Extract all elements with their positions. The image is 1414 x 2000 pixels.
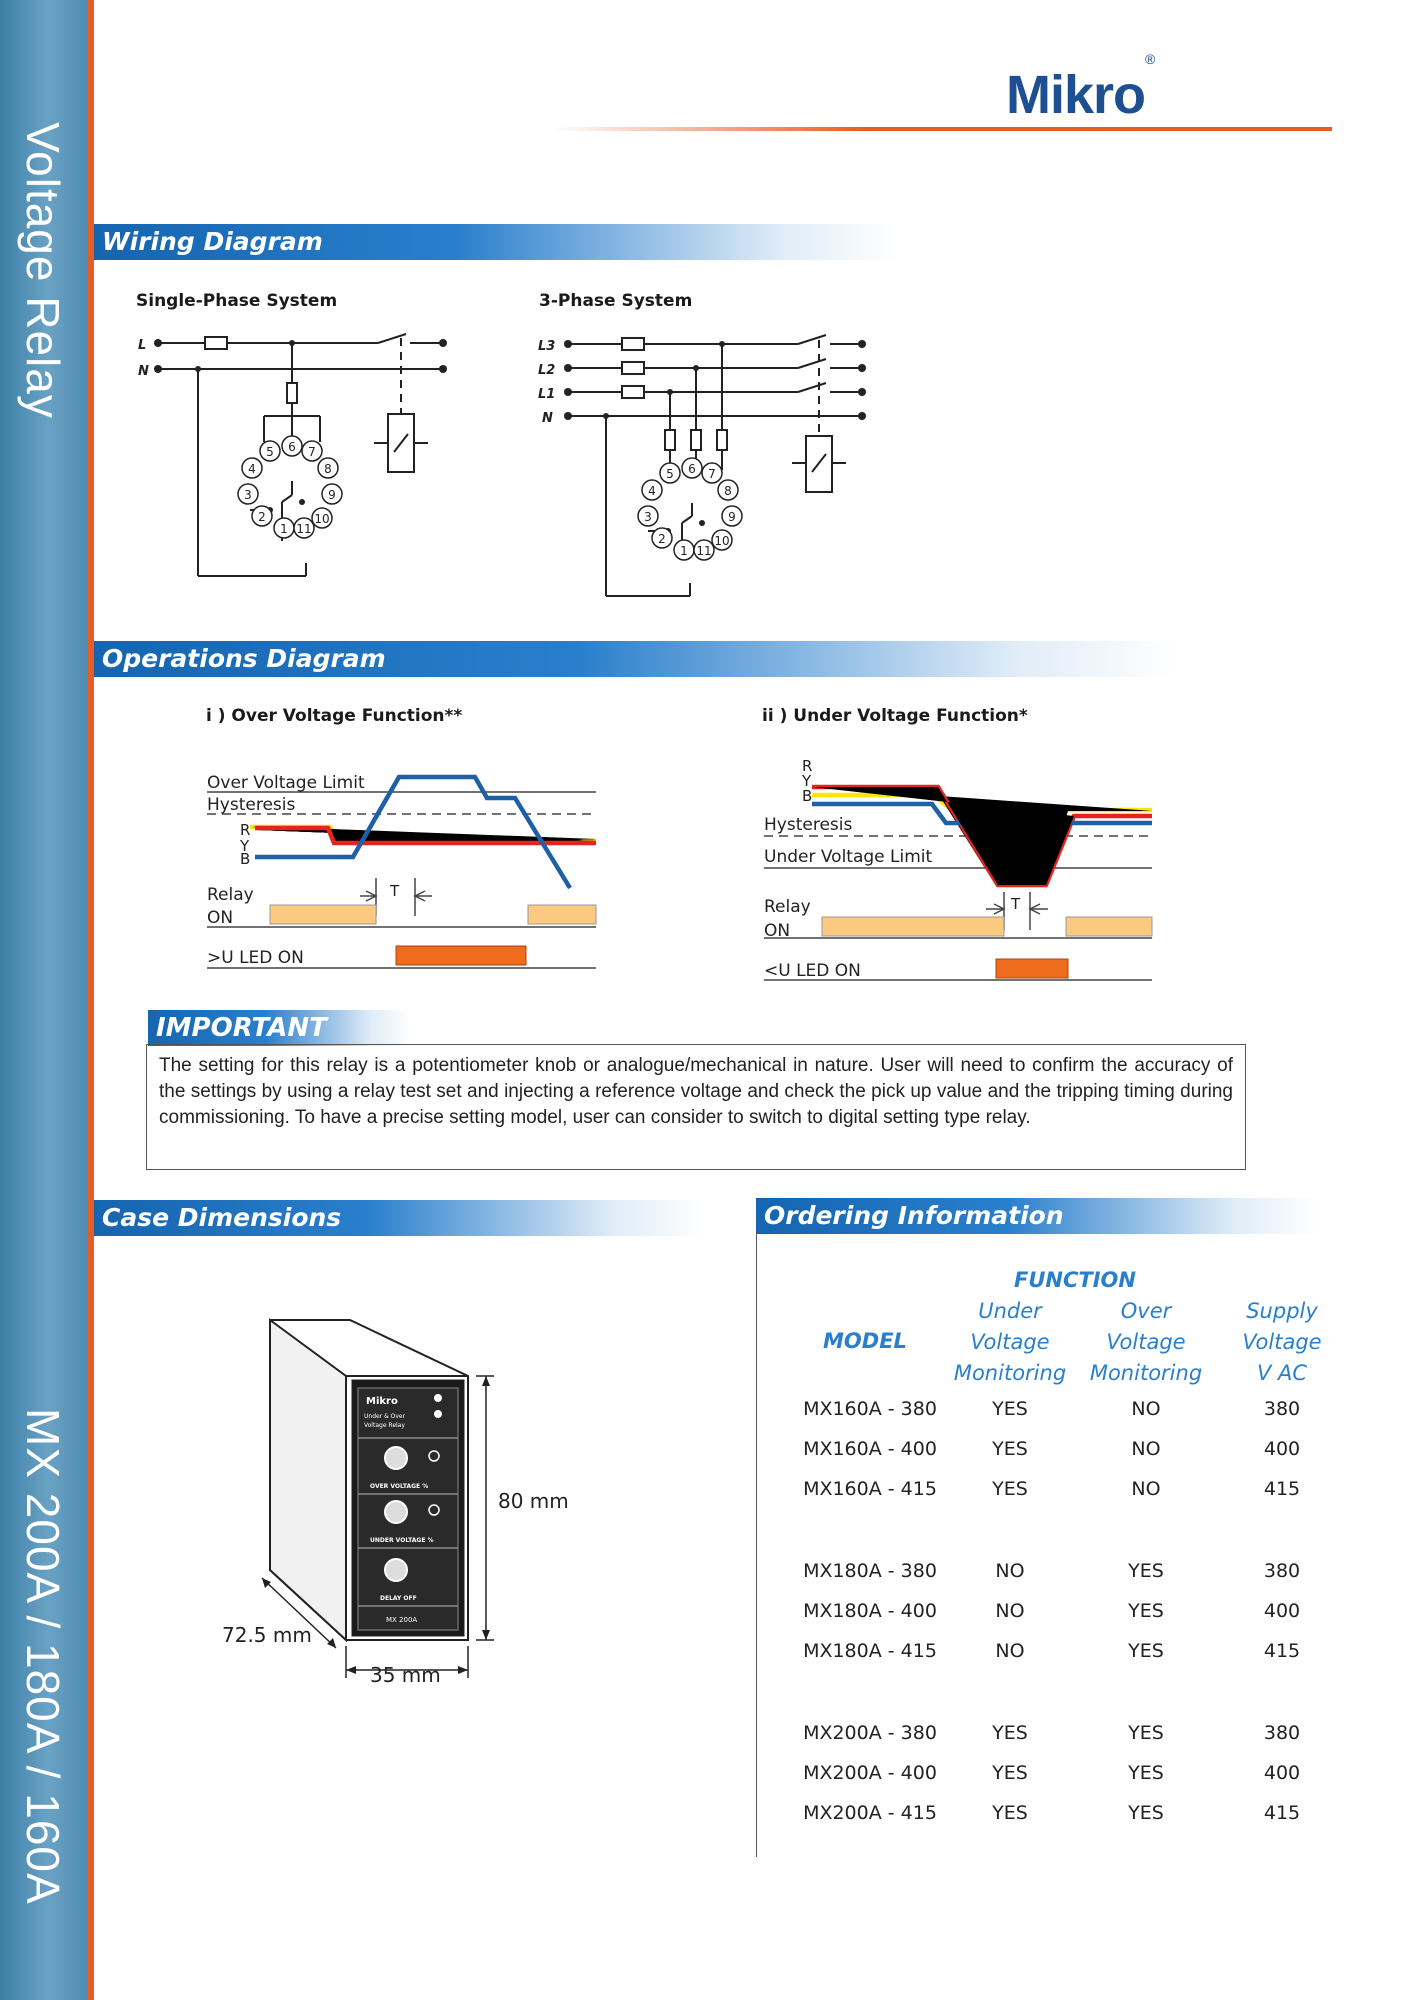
over-on-label: ON [207, 908, 234, 928]
socket-pin-label-3: 3 [644, 510, 652, 524]
ordering-table-divider [756, 1232, 757, 1857]
function-header: FUNCTION [1014, 1268, 1136, 1292]
panel-desc-1: Under & Over [364, 1413, 406, 1420]
under-voltage-cell: YES [992, 1722, 1028, 1744]
supply-voltage-cell: 415 [1263, 1640, 1301, 1662]
over-led-label: >U LED ON [207, 948, 304, 968]
supply-voltage-cell: 400 [1263, 1438, 1301, 1460]
over-relay-label: Relay [207, 885, 254, 905]
socket-pin-label-6: 6 [288, 440, 296, 454]
socket-pin-label-2: 2 [658, 532, 666, 546]
under-voltage-cell: NO [995, 1600, 1025, 1622]
socket-pin-label-1: 1 [680, 544, 688, 558]
model-cell: MX200A - 400 [803, 1762, 937, 1784]
panel-knob-under-label: UNDER VOLTAGE % [370, 1537, 434, 1544]
over-hysteresis-label: Hysteresis [207, 795, 296, 815]
over-voltage-cell: YES [1128, 1640, 1164, 1662]
single-phase-wiring-diagram [130, 320, 460, 590]
over-voltage-cell: NO [1131, 1478, 1161, 1500]
under-voltage-cell: YES [992, 1398, 1028, 1420]
over-t-label: T [390, 882, 400, 900]
supply-voltage-cell: 400 [1263, 1762, 1301, 1784]
model-cell: MX180A - 415 [803, 1640, 937, 1662]
socket-pin-label-4: 4 [248, 462, 256, 476]
registered-mark: ® [1145, 51, 1155, 67]
three-phase-socket [638, 458, 742, 560]
under-voltage-timing-diagram [756, 752, 1166, 992]
panel-knob-delay-label: DELAY OFF [380, 1595, 417, 1602]
over-voltage-cell: YES [1128, 1600, 1164, 1622]
model-cell: MX160A - 380 [803, 1398, 937, 1420]
under-voltage-cell: YES [992, 1438, 1028, 1460]
socket-pin-label-5: 5 [666, 467, 674, 481]
socket-pin-label-8: 8 [724, 484, 732, 498]
socket-pin-label-8: 8 [324, 462, 332, 476]
socket-pin-label-3: 3 [244, 488, 252, 502]
depth-dimension-label: 72.5 mm [222, 1623, 312, 1647]
socket-pin-label-5: 5 [266, 445, 274, 459]
under-on-label: ON [764, 921, 791, 941]
socket-pin-label-9: 9 [328, 488, 336, 502]
model-cell: MX180A - 400 [803, 1600, 937, 1622]
socket-pin-label-7: 7 [708, 467, 716, 481]
over-limit-label: Over Voltage Limit [207, 773, 365, 793]
supply-voltage-cell: 380 [1263, 1560, 1301, 1582]
under-voltage-cell: YES [992, 1762, 1028, 1784]
logo-text: Mikro [1006, 65, 1146, 125]
three-phase-wiring-diagram [536, 320, 876, 610]
three-phase-title: 3-Phase System [539, 291, 693, 311]
under-header-line-3: Monitoring [953, 1361, 1067, 1385]
socket-pin-label-10: 10 [314, 512, 330, 526]
width-dimension-label: 35 mm [370, 1663, 441, 1687]
under-led-label: <U LED ON [764, 961, 861, 981]
brand-logo [1006, 51, 1155, 126]
over-voltage-cell: YES [1128, 1722, 1164, 1744]
line-label-L1: L1 [538, 387, 556, 402]
under-voltage-title: ii ) Under Voltage Function* [762, 706, 1028, 726]
important-notice: The setting for this relay is a potentiometer knob or analogue/mechanical in nature. User will need to confirm the accuracy of the settings by using a relay test set and injecting a reference voltage and check the pick up value and the tripping timing during commissioning. To have a precise setting model, user can consider to switch to digital setting type relay. [146, 1044, 1246, 1170]
single-phase-title: Single-Phase System [136, 291, 338, 311]
model-cell: MX200A - 380 [803, 1722, 937, 1744]
line-label-L2: L2 [538, 363, 556, 378]
line-label-L3: L3 [538, 339, 556, 354]
supply-header-line-3: V AC [1256, 1361, 1308, 1385]
under-voltage-header [940, 1296, 1080, 1389]
over-header-line-2: Voltage [1106, 1330, 1186, 1354]
line-label-N: N [542, 411, 553, 426]
section-case-dimensions: Case Dimensions [94, 1200, 704, 1236]
under-limit-label: Under Voltage Limit [764, 847, 933, 867]
height-dimension-label: 80 mm [498, 1489, 569, 1513]
socket-pin-label-4: 4 [648, 484, 656, 498]
important-heading: IMPORTANT [148, 1010, 410, 1046]
panel-desc-2: Voltage Relay [364, 1422, 405, 1429]
socket-pin-label-11: 11 [696, 544, 712, 558]
under-voltage-cell: NO [995, 1560, 1025, 1582]
under-header-line-2: Voltage [970, 1330, 1050, 1354]
supply-header-line-1: Supply [1246, 1299, 1318, 1323]
socket-pin-label-7: 7 [308, 445, 316, 459]
over-voltage-header [1076, 1296, 1216, 1389]
logo-underline [552, 127, 1332, 131]
model-cell: MX200A - 415 [803, 1802, 937, 1824]
model-cell: MX180A - 380 [803, 1560, 937, 1582]
socket-pin-label-2: 2 [258, 510, 266, 524]
line-label-L: L [138, 338, 147, 353]
sidebar-title: Voltage Relay [17, 122, 69, 419]
over-voltage-timing-diagram [200, 760, 610, 980]
socket-pin-label-6: 6 [688, 462, 696, 476]
model-cell: MX160A - 400 [803, 1438, 937, 1460]
section-ordering-information: Ordering Information [756, 1198, 1318, 1234]
line-label-N: N [138, 364, 149, 379]
socket-pin-label-1: 1 [280, 522, 288, 536]
socket-pin-label-9: 9 [728, 510, 736, 524]
over-phase-R-label: R [240, 821, 251, 839]
over-phase-B-label: B [240, 850, 251, 868]
sidebar-accent-stripe [88, 0, 94, 2000]
under-phase-R-label: R [802, 757, 813, 775]
panel-model-label: MX 200A [386, 1616, 418, 1624]
case-dimensions-drawing [220, 1310, 590, 1690]
supply-voltage-header [1222, 1296, 1342, 1389]
over-voltage-cell: YES [1128, 1560, 1164, 1582]
over-voltage-title: i ) Over Voltage Function** [206, 706, 463, 726]
under-voltage-cell: YES [992, 1802, 1028, 1824]
supply-voltage-cell: 380 [1263, 1398, 1301, 1420]
section-operations-diagram: Operations Diagram [94, 641, 1174, 677]
section-wiring-diagram: Wiring Diagram [94, 224, 900, 260]
supply-header-line-2: Voltage [1242, 1330, 1322, 1354]
over-phase-Y-label: Y [240, 837, 250, 855]
under-phase-Y-label: Y [802, 772, 812, 790]
over-header-line-1: Over [1120, 1299, 1172, 1323]
under-header-line-1: Under [978, 1299, 1042, 1323]
over-voltage-cell: NO [1131, 1398, 1161, 1420]
supply-voltage-cell: 415 [1263, 1802, 1301, 1824]
model-cell: MX160A - 415 [803, 1478, 937, 1500]
under-relay-label: Relay [764, 897, 811, 917]
socket-pin-label-11: 11 [296, 522, 312, 536]
model-header: MODEL [823, 1329, 907, 1353]
over-voltage-cell: YES [1128, 1802, 1164, 1824]
over-header-line-3: Monitoring [1089, 1361, 1203, 1385]
supply-voltage-cell: 400 [1263, 1600, 1301, 1622]
over-voltage-cell: YES [1128, 1762, 1164, 1784]
sidebar-models: MX 200A / 180A / 160A [17, 1408, 69, 1905]
single-phase-socket [238, 436, 342, 538]
panel-knob-over-label: OVER VOLTAGE % [370, 1483, 429, 1490]
under-hysteresis-label: Hysteresis [764, 815, 853, 835]
supply-voltage-cell: 415 [1263, 1478, 1301, 1500]
supply-voltage-cell: 380 [1263, 1722, 1301, 1744]
under-voltage-cell: NO [995, 1640, 1025, 1662]
panel-brand: Mikro [366, 1396, 398, 1407]
under-t-label: T [1011, 895, 1021, 913]
over-voltage-cell: NO [1131, 1438, 1161, 1460]
socket-pin-label-10: 10 [714, 534, 730, 548]
under-voltage-cell: YES [992, 1478, 1028, 1500]
under-phase-B-label: B [802, 787, 813, 805]
